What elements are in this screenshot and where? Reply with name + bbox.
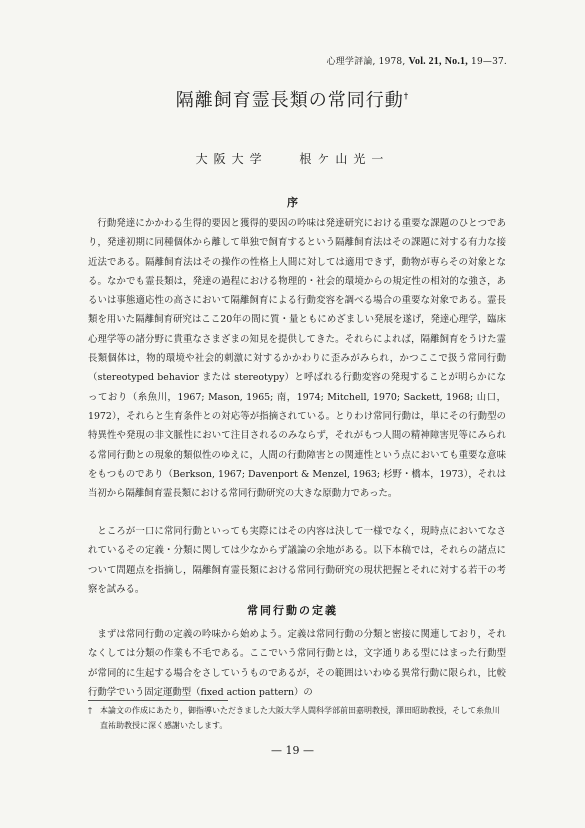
journal-year: 1978, [378,57,406,67]
journal-pages: 19—37. [471,57,507,67]
footnote-text: 本論文の作成にあたり，御指導いただきました大阪大学人間科学部前田嘉明教授，澤田昭助教授，そして糸魚川直祐助教授に深く感謝いたします。 [100,706,500,730]
body-paragraph: まずは常同行動の定義の吟味から始めよう。定義は常同行動の分類と密接に関連しており，それなくしては分類の作業も不毛である。ここでいう常同行動とは，文字通りある型にはまった行動型が常同的に生起する場合をさしていうものであるが，その範囲はいわゆる異常行動に限られ，比較行動学でいう固定運動型（fixed action pattern）の [88,629,506,698]
footnote-divider [88,700,228,701]
section-heading-preface: 序 [287,196,298,209]
journal-volume: Vol. 21, [408,56,442,67]
section-heading-definition: 常同行動の定義 [247,604,338,617]
body-paragraph: 行動発達にかかわる生得的要因と獲得的要因の吟味は発達研究における重要な課題のひとつであり，発達初期に同種個体から離して単独で飼育するという隔離飼育法はその課題に対する有力な接近法である。隔離飼育法はその操作の性格上人間に対しては適用できず，動物が専らその対象となる。なかでも霊長類は，発達の過程における物理的・社会的環境からの規定性の相対的な強さ，あるいは事態適応性の高さにおいて隔離飼育による行動変容を調べる場合の重要な対象である。霊長類を用いた隔離飼育研究はここ20年の間に質・量ともにめざましい発展を遂げ，発達心理学，臨床心理学等の諸分野に貴重なさまざまの知見を提供してきた。それらによれば，隔離飼育をうけた霊長類個体は，物的環境や社会的刺激に対するかかわりに歪みがみられ，かつここで扱う常同行動（stereotyped behavior または stereotypy）と呼ばれる行動変容の発現することが明らかになっており（糸魚川，1967; Mason, 1965; 南，1974; Mitchell, 1970; Sackett, 1968; 山口，1972），それらと生育条件との対応等が指摘されている。とりわけ常同行動は，単にその行動型の特異性や発現の非文脈性において注目されるのみならず，それがもつ人間の精神障害児等にみられる常同行動との現象的類似性のゆえに，人間の行動障害との関連性という点においても重要な意味をもつものであり（Berkson, 1967; Davenport & Menzel, 1963; 杉野・橋本，1973），それは当初から隔離飼育霊長類における常同行動研究の大きな原動力であった。 [88,218,506,500]
footnote-mark: † [88,706,92,715]
author-affiliation: 大阪大学 [195,152,268,166]
running-header [327,54,507,67]
author-name: 根ケ山光一 [299,152,390,166]
author-line [0,150,585,167]
journal-issue: No.1, [444,56,468,67]
article-title-text: 隔離飼育霊長類の常同行動 [175,90,404,111]
journal-name: 心理学評論, [326,57,376,67]
article-title [0,86,585,112]
footnote [88,703,506,733]
page-number: — 19 — [271,744,314,757]
body-paragraph: ところが一口に常同行動といっても実際にはその内容は決して一様でなく，現時点においてなされているその定義・分類に関しては少なからず議論の余地がある。以下本稿では，それらの諸点について問題点を指摘し，隔離飼育霊長類における常同行動研究の現状把握とそれに対する若干の考察を試みる。 [88,526,506,595]
title-footnote-mark: † [403,92,410,102]
